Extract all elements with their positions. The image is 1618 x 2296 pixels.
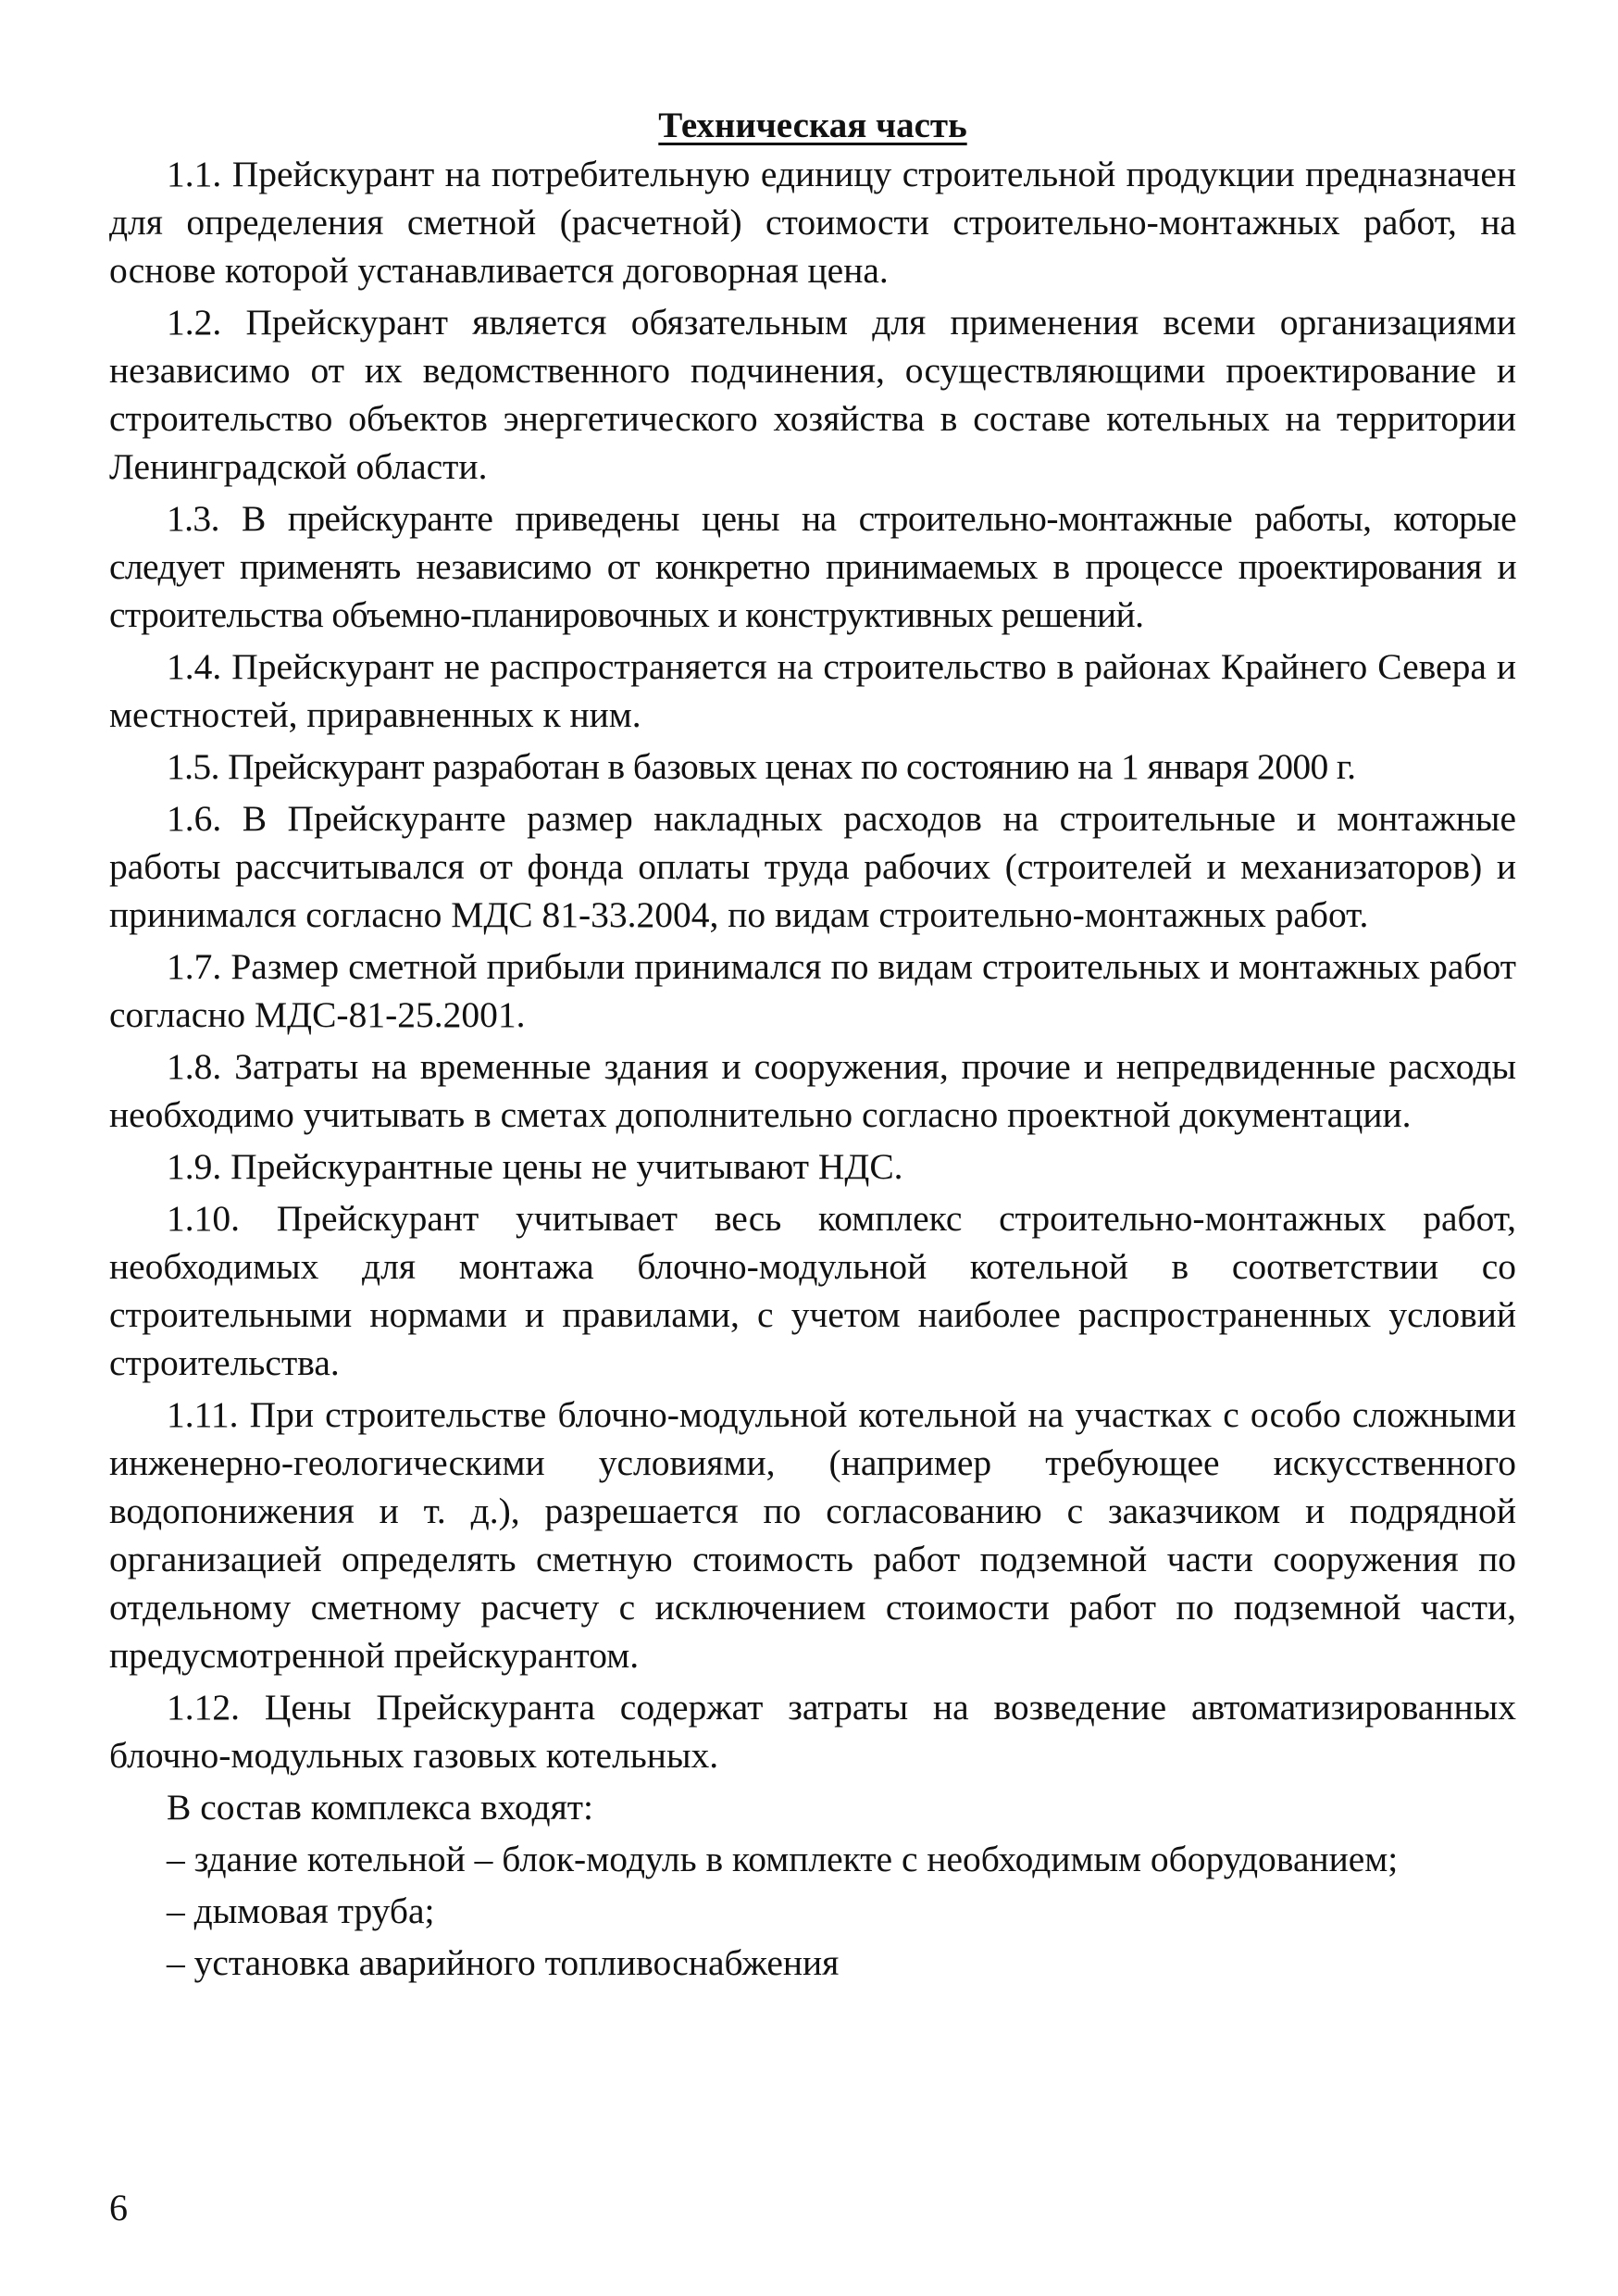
list-intro: В состав комплекса входят: xyxy=(167,1787,594,1828)
paragraph-1-2: 1.2. Прейскурант является обязательным для применения всеми организациями независимо от их ведомственного подчинения, осуществляющими проектирование и строительство объектов энергетического хозяйства в составе котельных на территории Ленинградской области. xyxy=(109,302,1516,487)
paragraph-1-11: 1.11. При строительстве блочно-модульной котельной на участках с особо сложными инженерно-геологическими условиями, (например требующее искусственного водопонижения и т. д.), разрешается по согласованию с заказчиком и подрядной организацией определять сметную стоимость работ подземной части сооружения по отдельному сметному расчету с исключением стоимости работ по подземной части, предусмотренной прейскурантом. xyxy=(109,1394,1516,1676)
paragraph-1-9: 1.9. Прейскурантные цены не учитывают НДС. xyxy=(167,1146,903,1187)
paragraph-1-7: 1.7. Размер сметной прибыли принимался по видам строительных и монтажных работ согласно МДС-81-25.2001. xyxy=(109,946,1516,1035)
list-item-chimney: – дымовая труба; xyxy=(167,1890,435,1931)
list-item-boiler-building: – здание котельной – блок-модуль в комплекте с необходимым оборудованием; xyxy=(167,1839,1399,1879)
page-number: 6 xyxy=(109,2187,128,2228)
section-title: Техническая часть xyxy=(658,106,967,145)
paragraph-1-3: 1.3. В прейскуранте приведены цены на строительно-монтажные работы, которые следует применять независимо от конкретно принимаемых в процессе проектирования и строительства объемно-планировочных и конструктивных решений. xyxy=(109,498,1516,635)
paragraph-1-5: 1.5. Прейскурант разработан в базовых ценах по состоянию на 1 января 2000 г. xyxy=(167,746,1356,787)
list-item-emergency-fuel: – установка аварийного топливоснабжения xyxy=(167,1942,840,1983)
paragraph-1-4: 1.4. Прейскурант не распространяется на строительство в районах Крайнего Севера и местностей, приравненных к ним. xyxy=(109,646,1516,735)
paragraph-1-8: 1.8. Затраты на временные здания и сооружения, прочие и непредвиденные расходы необходимо учитывать в сметах дополнительно согласно проектной документации. xyxy=(109,1046,1516,1135)
paragraph-1-10: 1.10. Прейскурант учитывает весь комплекс строительно-монтажных работ, необходимых для монтажа блочно-модульной котельной в соответствии со строительными нормами и правилами, с учетом наиболее распространенных условий строительства. xyxy=(109,1198,1516,1383)
paragraph-1-1: 1.1. Прейскурант на потребительную единицу строительной продукции предназначен для определения сметной (расчетной) стоимости строительно-монтажных работ, на основе которой устанавливается договорная цена. xyxy=(109,154,1516,291)
paragraph-1-12: 1.12. Цены Прейскуранта содержат затраты на возведение автоматизированных блочно-модульных газовых котельных. xyxy=(109,1687,1516,1776)
paragraph-1-6: 1.6. В Прейскуранте размер накладных расходов на строительные и монтажные работы рассчитывался от фонда оплаты труда рабочих (строителей и механизаторов) и принимался согласно МДС 81-33.2004, по видам строительно-монтажных работ. xyxy=(109,798,1516,935)
document-page xyxy=(109,102,1516,1990)
